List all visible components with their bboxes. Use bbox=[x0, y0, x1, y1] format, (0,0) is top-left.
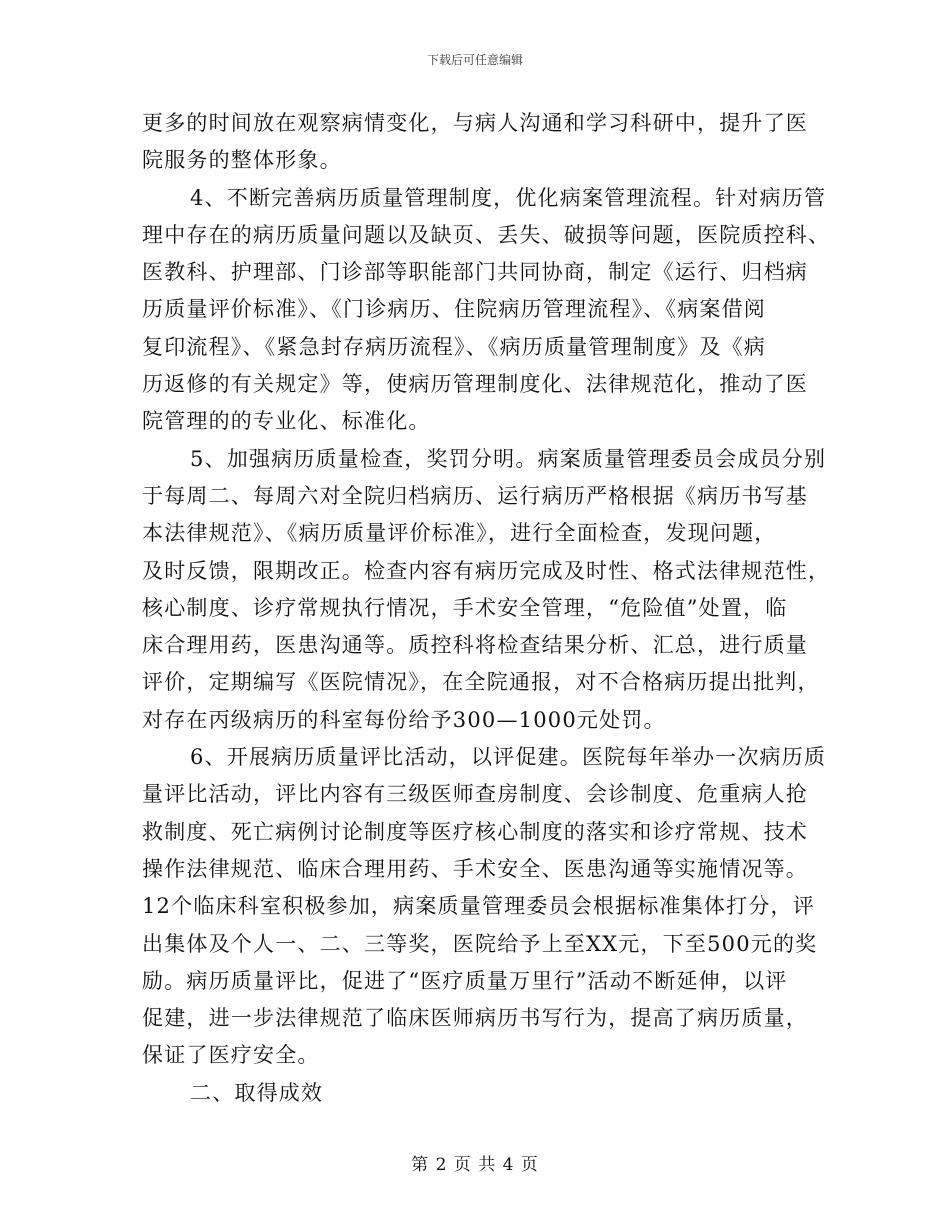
text-line: 院服务的整体形象。 bbox=[142, 148, 342, 173]
section-heading: 二、取得成效 bbox=[190, 1080, 324, 1105]
page-number: 第 2 页 共 4 页 bbox=[411, 1155, 539, 1175]
text-line: 院管理的的专业化、标准化。 bbox=[142, 409, 431, 434]
text-line: 量评比活动，评比内容有三级医师查房制度、会诊制度、危重病人抢 bbox=[142, 782, 808, 807]
text-line: 12个临床科室积极参加，病案质量管理委员会根据标准集体打分，评 bbox=[142, 894, 815, 919]
text-line: 本法律规范》、《病历质量评价标准》，进行全面检查，发现问题， bbox=[142, 521, 777, 546]
text-line: 于每周二、每周六对全院归档病历、运行病历严格根据《病历书写基 bbox=[142, 483, 808, 508]
text-line: 历质量评价标准》、《门诊病历、住院病历管理流程》、《病案借阅 bbox=[142, 297, 766, 322]
text-line: 复印流程》、《紧急封存病历流程》、《病历质量管理制度》及《病 bbox=[142, 334, 766, 359]
text-line: 理中存在的病历质量问题以及缺页、丢失、破损等问题，医院质控科、 bbox=[142, 222, 831, 247]
text-line: 操作法律规范、临床合理用药、手术安全、医患沟通等实施情况等。 bbox=[142, 856, 808, 881]
page-header: 下载后可任意编辑 bbox=[426, 53, 523, 67]
text-line: 评价，定期编写《医院情况》，在全院通报，对不合格病历提出批判， bbox=[142, 670, 820, 695]
text-line: 医教科、护理部、门诊部等职能部门共同协商，制定《运行、归档病 bbox=[142, 260, 808, 285]
text-line: 保证了医疗安全。 bbox=[142, 1043, 320, 1068]
text-line: 励。病历质量评比，促进了“医疗质量万里行”活动不断延伸，以评 bbox=[142, 968, 788, 993]
paragraph-start-line: 4、不断完善病历质量管理制度，优化病案管理流程。针对病历管 bbox=[190, 185, 827, 210]
text-line: 救制度、死亡病例讨论制度等医疗核心制度的落实和诊疗常规、技术 bbox=[142, 819, 808, 844]
document-body bbox=[142, 105, 831, 1112]
paragraph-start-line: 6、开展病历质量评比活动，以评促建。医院每年举办一次病历质 bbox=[190, 745, 827, 770]
text-line: 对存在丙级病历的科室每份给予300—1000元处罚。 bbox=[142, 707, 666, 732]
text-line: 促建，进一步法律规范了临床医师病历书写行为，提高了病历质量， bbox=[142, 1006, 808, 1031]
text-line: 出集体及个人一、二、三等奖，医院给予上至XX元，下至500元的奖 bbox=[142, 931, 818, 956]
text-line: 床合理用药，医患沟通等。质控科将检查结果分析、汇总，进行质量 bbox=[142, 633, 808, 658]
text-line: 核心制度、诊疗常规执行情况，手术安全管理，“危险值”处置，临 bbox=[142, 595, 788, 620]
paragraph-start-line: 5、加强病历质量检查，奖罚分明。病案质量管理委员会成员分别 bbox=[190, 446, 827, 471]
text-line: 历返修的有关规定》等，使病历管理制度化、法律规范化，推动了医 bbox=[142, 372, 808, 397]
text-line: 更多的时间放在观察病情变化，与病人沟通和学习科研中，提升了医 bbox=[142, 111, 808, 135]
text-line: 及时反馈，限期改正。检查内容有病历完成及时性、格式法律规范性， bbox=[142, 558, 831, 583]
